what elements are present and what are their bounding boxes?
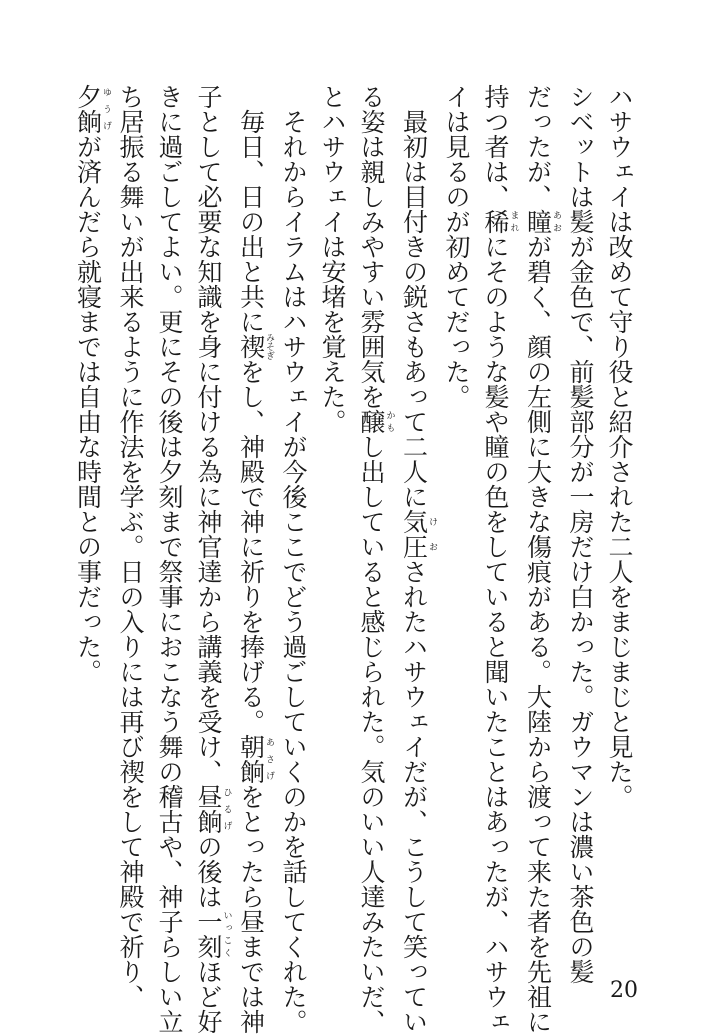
text-line-12: きに過ごしてよい。更にその後は夕刻まで祭事におこなう舞の稽古や、神子らしい立 xyxy=(155,84,184,1034)
ruby-ao: あお xyxy=(551,209,561,234)
text-line-5: イは見るのが初めてだった。 xyxy=(442,84,471,409)
text-line-4: 持つ者は、稀まれにそのような髪や瞳の色をしていると聞いたことはあったが、ハサウェ xyxy=(481,84,519,1034)
page-number: 20 xyxy=(610,978,638,1003)
text-line-9: それからイラムはハサウェイが今後ここでどう過ごしていくのかを話してくれた。 xyxy=(279,84,308,1034)
text-line-7: る姿は親しみやすい雰囲気を醸かもし出していると感じられた。気のいい人達みたいだ、 xyxy=(357,84,395,1034)
ruby-asage: あさげ xyxy=(264,734,274,784)
text-line-13: ち居振る舞いが出来るように作法を学ぶ。日の入りには再び禊をして神殿で祈り、 xyxy=(116,84,145,1009)
text-line-3: だったが、瞳あおが碧く、顔の左側に大きな傷痕がある。大陸から渡って来た者を先祖に xyxy=(523,84,561,1034)
text-line-11: 子として必要な知識を身に付ける為に神官達から講義を受け、昼餉ひるげの後は一刻いっこくほど好 xyxy=(194,84,232,1034)
ruby-yuuge: ゆうげ xyxy=(101,84,111,134)
ruby-hiruge: ひるげ xyxy=(221,784,232,834)
ruby-keo: けお xyxy=(427,509,437,559)
text-line-2: シベットは髪が金色で、前髪部分が一房だけ白かった。ガウマンは濃い茶色の髪 xyxy=(566,84,595,984)
text-line-10: 毎日、日の出と共に禊みそぎをし、神殿で神に祈りを捧げる。朝餉あさげをとったら昼までは神 xyxy=(236,84,274,1034)
ruby-misogi: みそぎ xyxy=(264,333,274,360)
text-line-8: とハサウェイは安堵を覚えた。 xyxy=(318,84,347,434)
ruby-mare: まれ xyxy=(508,209,519,234)
text-line-6: 最初は目付きの鋭さもあって二人に気圧けおされたハサウェイだが、こうして笑ってい xyxy=(399,84,437,1034)
text-line-14: 夕餉ゆうげが済んだら就寝までは自由な時間との事だった。 xyxy=(73,84,111,684)
ruby-ikkoku: いっこく xyxy=(221,909,232,959)
ruby-kamo: かも xyxy=(384,409,395,434)
text-line-1: ハサウェイは改めて守り役と紹介された二人をまじまじと見た。 xyxy=(605,84,634,809)
